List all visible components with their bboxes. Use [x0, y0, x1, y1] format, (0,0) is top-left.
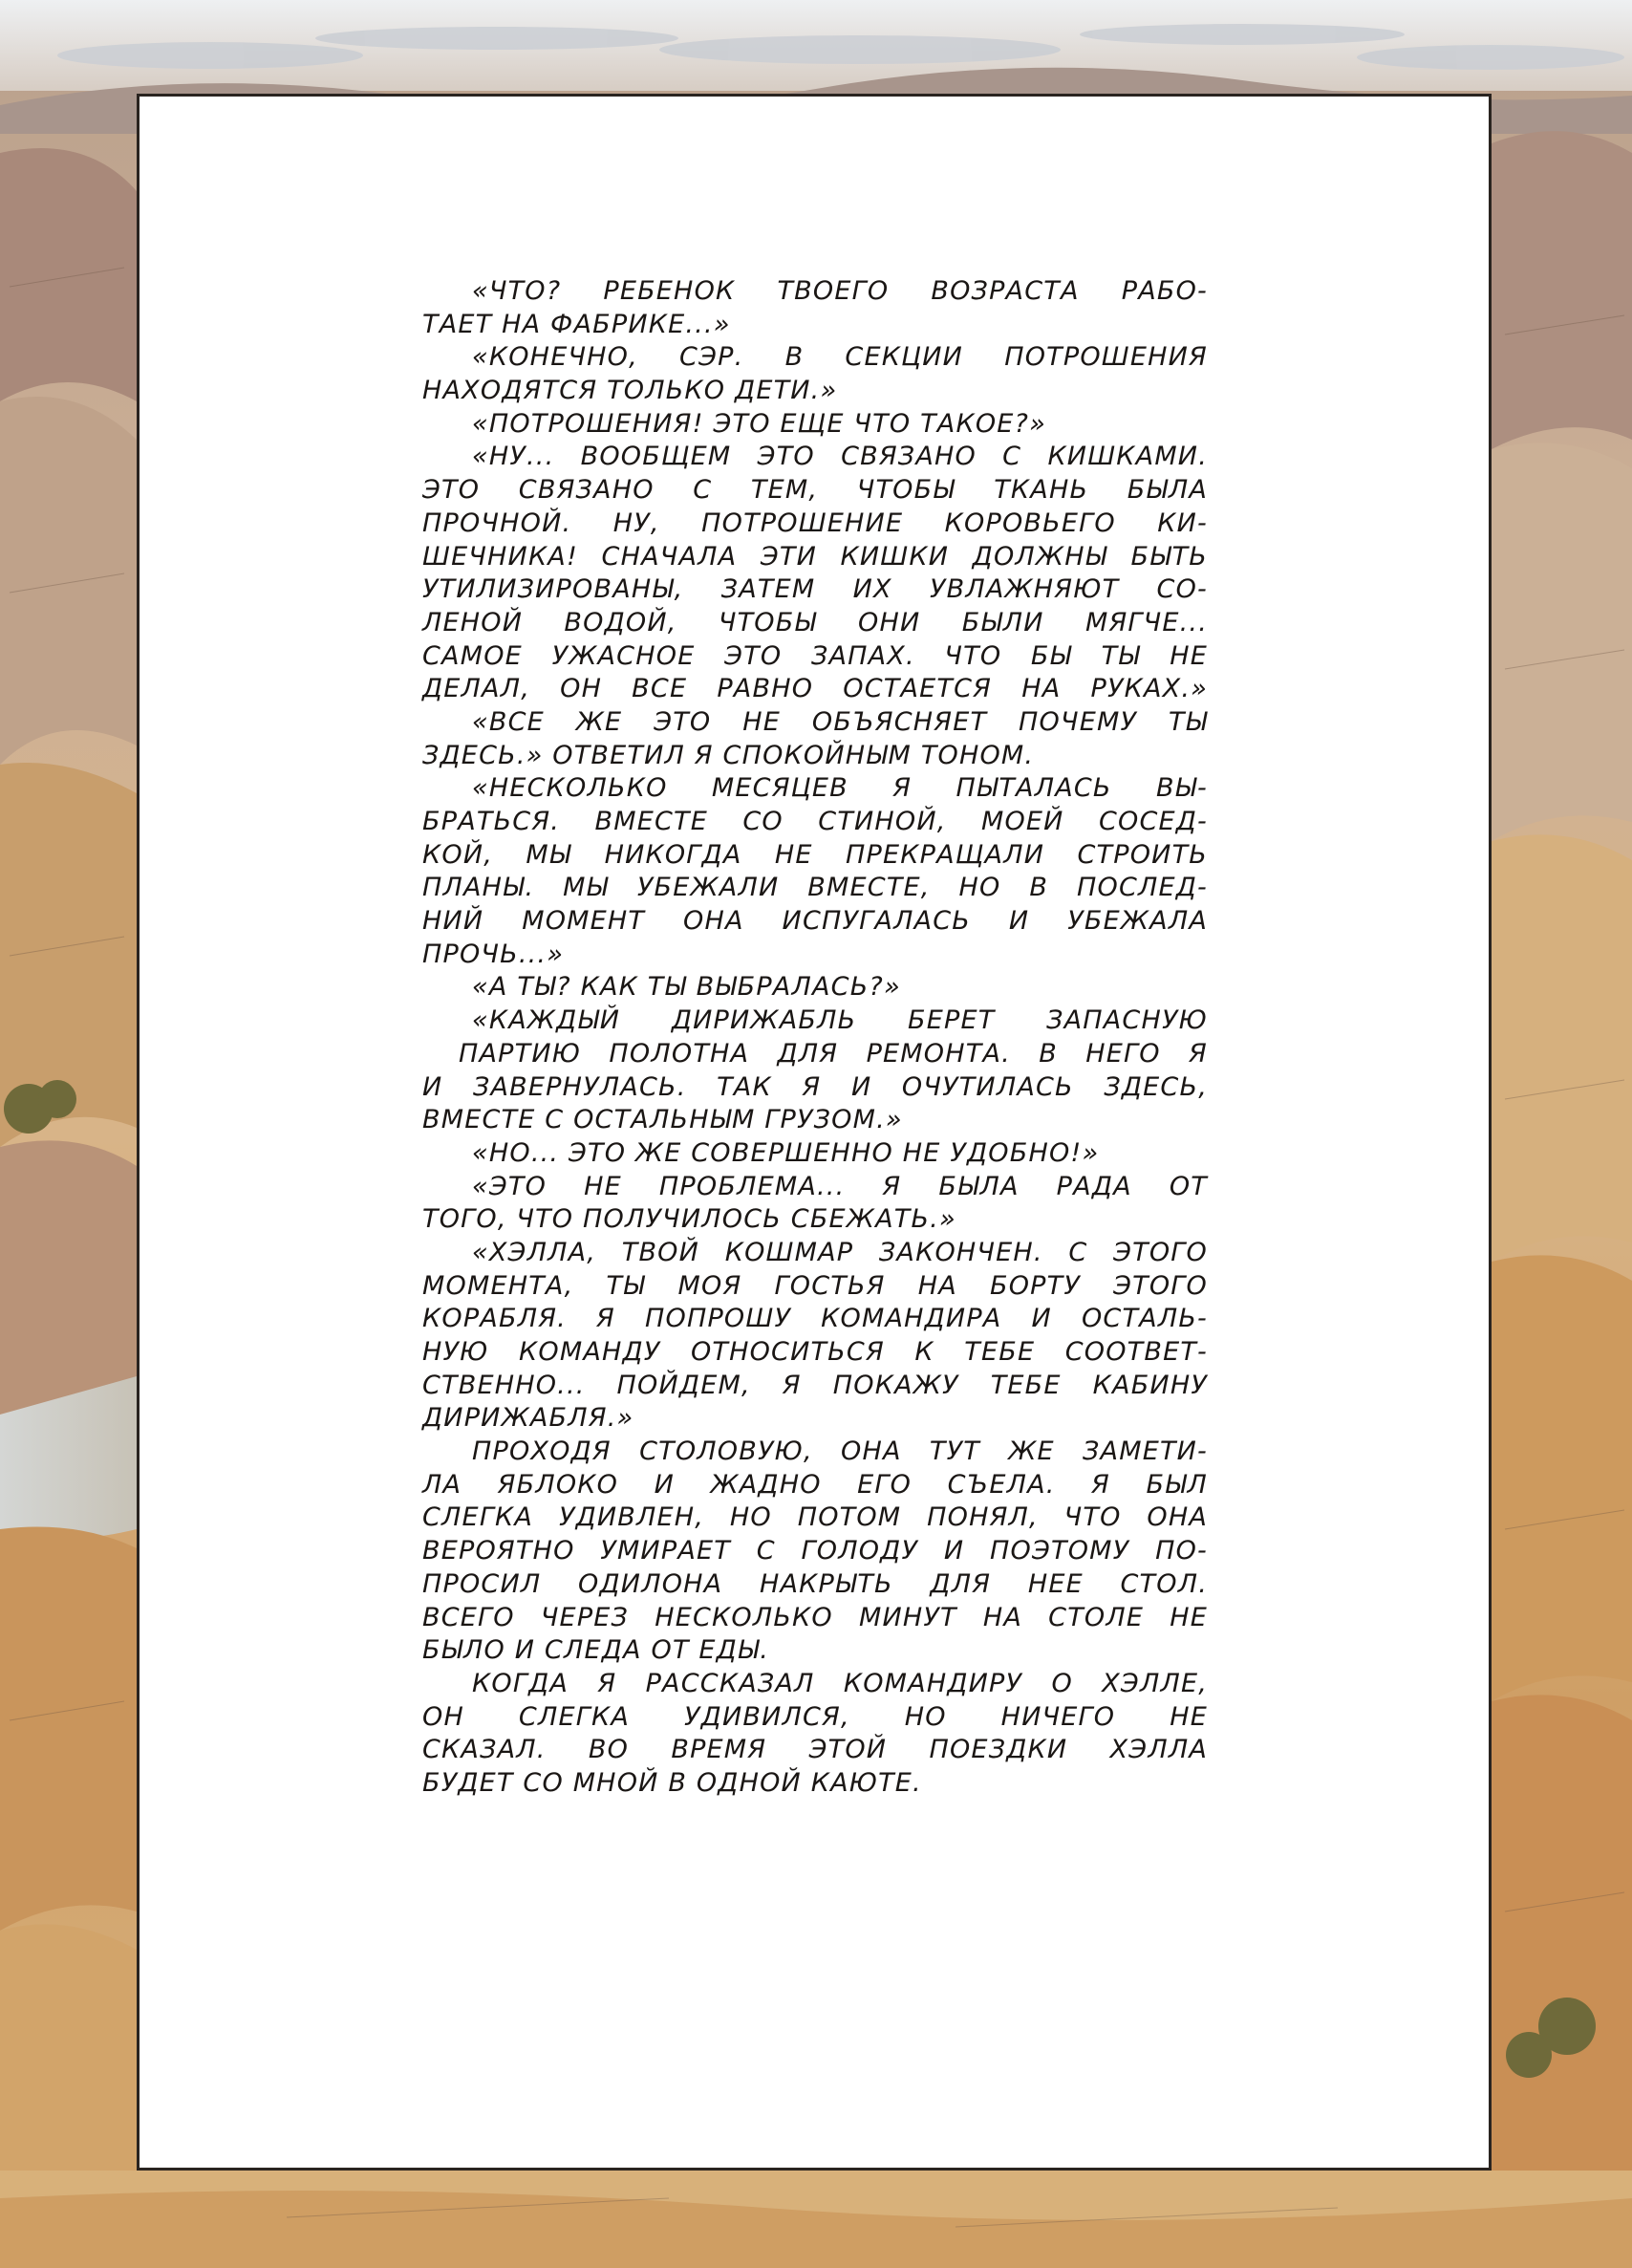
story-line: ШЕЧНИКА! СНАЧАЛА ЭТИ КИШКИ ДОЛЖНЫ БЫТЬ — [422, 541, 1208, 572]
story-line: «ПОТРОШЕНИЯ! ЭТО ЕЩЕ ЧТО ТАКОЕ?» — [472, 408, 1046, 439]
story-line: ПРОЧНОЙ. НУ, ПОТРОШЕНИЕ КОРОВЬЕГО КИ- — [422, 508, 1208, 538]
story-line: НУЮ КОМАНДУ ОТНОСИТЬСЯ К ТЕБЕ СООТВЕТ- — [422, 1337, 1208, 1367]
story-line: СТВЕННО... ПОЙДЕМ, Я ПОКАЖУ ТЕБЕ КАБИНУ — [422, 1370, 1208, 1400]
story-line: НАХОДЯТСЯ ТОЛЬКО ДЕТИ.» — [422, 376, 838, 406]
story-line: УТИЛИЗИРОВАНЫ, ЗАТЕМ ИХ УВЛАЖНЯЮТ СО- — [422, 574, 1208, 605]
story-line: БЫЛО И СЛЕДА ОТ ЕДЫ. — [422, 1635, 770, 1666]
story-line: «НЕСКОЛЬКО МЕСЯЦЕВ Я ПЫТАЛАСЬ ВЫ- — [472, 773, 1208, 804]
story-line: ЭТО СВЯЗАНО С ТЕМ, ЧТОБЫ ТКАНЬ БЫЛА — [422, 475, 1208, 506]
story-line: ВСЕГО ЧЕРЕЗ НЕСКОЛЬКО МИНУТ НА СТОЛЕ НЕ — [422, 1602, 1208, 1632]
story-line: БУДЕТ СО МНОЙ В ОДНОЙ КАЮТЕ. — [422, 1767, 922, 1798]
story-line: «КОНЕЧНО, СЭР. В СЕКЦИИ ПОТРОШЕНИЯ — [472, 342, 1208, 373]
story-line: «ХЭЛЛА, ТВОЙ КОШМАР ЗАКОНЧЕН. С ЭТОГО — [472, 1237, 1208, 1267]
story-line: «А ТЫ? КАК ТЫ ВЫБРАЛАСЬ?» — [472, 972, 901, 1003]
story-line: «НУ... ВООБЩЕМ ЭТО СВЯЗАНО С КИШКАМИ. — [472, 442, 1208, 472]
story-line: КОЙ, МЫ НИКОГДА НЕ ПРЕКРАЩАЛИ СТРОИТЬ — [422, 839, 1208, 870]
story-line: «КАЖДЫЙ ДИРИЖАБЛЬ БЕРЕТ ЗАПАСНУЮ — [472, 1005, 1208, 1036]
story-line: И ЗАВЕРНУЛАСЬ. ТАК Я И ОЧУТИЛАСЬ ЗДЕСЬ, — [422, 1071, 1208, 1102]
story-text — [422, 275, 1208, 1801]
story-line: ЗДЕСЬ.» ОТВЕТИЛ Я СПОКОЙНЫМ ТОНОМ. — [422, 740, 1035, 770]
story-line: СЛЕГКА УДИВЛЕН, НО ПОТОМ ПОНЯЛ, ЧТО ОНА — [422, 1502, 1208, 1533]
story-line: ПЛАНЫ. МЫ УБЕЖАЛИ ВМЕСТЕ, НО В ПОСЛЕД- — [422, 873, 1208, 903]
story-line: ПАРТИЮ ПОЛОТНА ДЛЯ РЕМОНТА. В НЕГО Я — [459, 1038, 1208, 1069]
story-line: ДЕЛАЛ, ОН ВСЕ РАВНО ОСТАЕТСЯ НА РУКАХ.» — [422, 674, 1208, 704]
story-line: «ВСЕ ЖЕ ЭТО НЕ ОБЪЯСНЯЕТ ПОЧЕМУ ТЫ — [472, 706, 1208, 737]
story-line: СКАЗАЛ. ВО ВРЕМЯ ЭТОЙ ПОЕЗДКИ ХЭЛЛА — [422, 1735, 1208, 1765]
story-line: КОГДА Я РАССКАЗАЛ КОМАНДИРУ О ХЭЛЛЕ, — [472, 1668, 1208, 1698]
story-line: БРАТЬСЯ. ВМЕСТЕ СО СТИНОЙ, МОЕЙ СОСЕД- — [422, 807, 1208, 836]
story-line: ОН СЛЕГКА УДИВИЛСЯ, НО НИЧЕГО НЕ — [422, 1701, 1208, 1732]
story-line: «НО... ЭТО ЖЕ СОВЕРШЕННО НЕ УДОБНО!» — [472, 1137, 1100, 1168]
story-line: ЛЕНОЙ ВОДОЙ, ЧТОБЫ ОНИ БЫЛИ МЯГЧЕ... — [422, 607, 1208, 637]
story-line: КОРАБЛЯ. Я ПОПРОШУ КОМАНДИРА И ОСТАЛЬ- — [422, 1304, 1208, 1334]
story-line: МОМЕНТА, ТЫ МОЯ ГОСТЬЯ НА БОРТУ ЭТОГО — [422, 1270, 1208, 1301]
story-line: «ЭТО НЕ ПРОБЛЕМА... Я БЫЛА РАДА ОТ — [472, 1171, 1208, 1201]
story-line: ПРОСИЛ ОДИЛОНА НАКРЫТЬ ДЛЯ НЕЕ СТОЛ. — [422, 1568, 1208, 1599]
story-line: САМОЕ УЖАСНОЕ ЭТО ЗАПАХ. ЧТО БЫ ТЫ НЕ — [422, 640, 1208, 671]
story-line: ВЕРОЯТНО УМИРАЕТ С ГОЛОДУ И ПОЭТОМУ ПО- — [422, 1536, 1208, 1566]
story-line: ПРОХОДЯ СТОЛОВУЮ, ОНА ТУТ ЖЕ ЗАМЕТИ- — [472, 1436, 1208, 1467]
story-line: ТОГО, ЧТО ПОЛУЧИЛОСЬ СБЕЖАТЬ.» — [422, 1204, 956, 1235]
story-line: «ЧТО? РЕБЕНОК ТВОЕГО ВОЗРАСТА РАБО- — [472, 276, 1208, 306]
story-line: ТАЕТ НА ФАБРИКЕ...» — [422, 309, 731, 339]
story-line: НИЙ МОМЕНТ ОНА ИСПУГАЛАСЬ И УБЕЖАЛА — [422, 906, 1208, 937]
story-line: ВМЕСТЕ С ОСТАЛЬНЫМ ГРУЗОМ.» — [422, 1105, 903, 1135]
story-line: ПРОЧЬ...» — [422, 939, 565, 969]
story-line: ДИРИЖАБЛЯ.» — [422, 1403, 634, 1434]
story-line: ЛА ЯБЛОКО И ЖАДНО ЕГО СЪЕЛА. Я БЫЛ — [422, 1469, 1208, 1500]
